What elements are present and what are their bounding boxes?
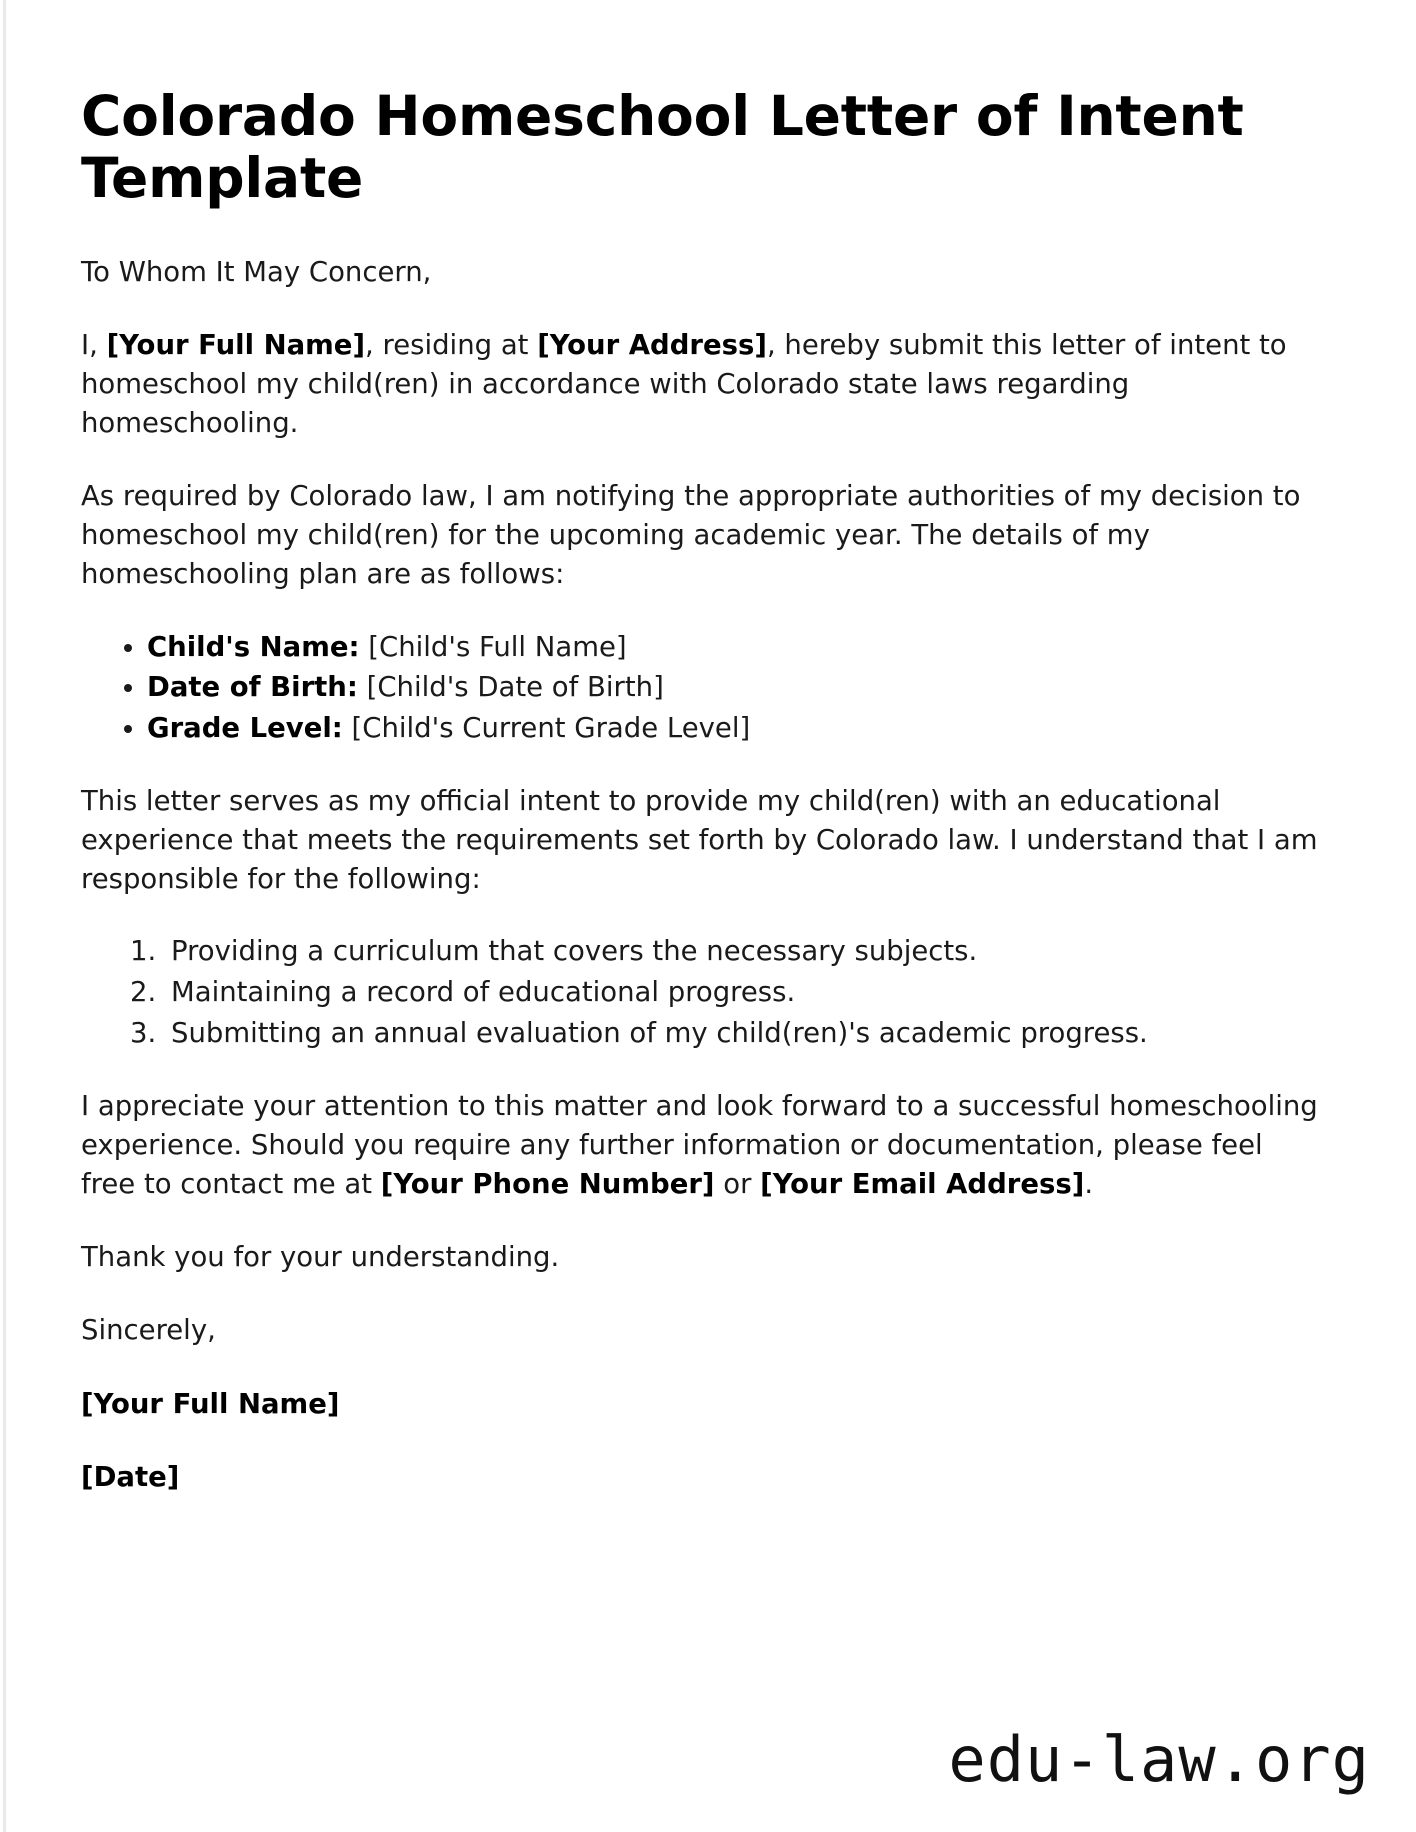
list-item: 3. Submitting an annual evaluation of my child(ren)'s academic progress. bbox=[165, 1015, 1321, 1053]
closing-conjunction: or bbox=[714, 1168, 761, 1201]
sign-off: Sincerely, bbox=[81, 1314, 216, 1347]
detail-value: [Child's Current Grade Level] bbox=[351, 712, 751, 745]
thanks-paragraph: Thank you for your understanding. bbox=[81, 1241, 560, 1274]
detail-label: Child's Name: bbox=[147, 630, 360, 663]
closing-paragraph bbox=[81, 1087, 1321, 1204]
list-item bbox=[147, 710, 1321, 748]
detail-label: Grade Level: bbox=[147, 712, 343, 745]
responsibilities-list bbox=[81, 933, 1321, 1053]
your-phone-number-placeholder: [Your Phone Number] bbox=[380, 1168, 715, 1201]
closing-suffix: . bbox=[1084, 1168, 1094, 1201]
page-title: Colorado Homeschool Letter of Intent Template bbox=[81, 84, 1244, 210]
your-full-name-placeholder: [Your Full Name] bbox=[106, 329, 366, 362]
detail-value: [Child's Date of Birth] bbox=[366, 671, 664, 704]
notification-paragraph: As required by Colorado law, I am notifying the appropriate authorities of my decision to homeschool my child(ren) for the upcoming academic year. The details of my homeschooling plan are as follows: bbox=[81, 480, 1301, 591]
intro-prefix: I, bbox=[81, 329, 107, 362]
official-intent-paragraph: This letter serves as my official intent to provide my child(ren) with an educational experience that meets the requirements set forth by Colorado law. I understand that I am responsible for the following: bbox=[81, 785, 1318, 896]
signature-name-placeholder: [Your Full Name] bbox=[81, 1387, 340, 1420]
salutation: To Whom It May Concern, bbox=[81, 256, 432, 289]
intro-middle: , residing at bbox=[365, 329, 538, 362]
detail-value: [Child's Full Name] bbox=[368, 630, 627, 663]
your-address-placeholder: [Your Address] bbox=[537, 329, 767, 362]
your-email-address-placeholder: [Your Email Address] bbox=[760, 1168, 1085, 1201]
intro-suffix: , hereby submit this letter of intent to homeschool my child(ren) in accordance with Colorado state laws regarding homeschooling. bbox=[81, 329, 1287, 440]
closing-prefix: I appreciate your attention to this matter and look forward to a successful homeschooling experience. Should you require any further information or documentation, please feel free to contact me at bbox=[81, 1090, 1318, 1201]
list-item: 2. Maintaining a record of educational progress. bbox=[165, 974, 1321, 1012]
child-details-list bbox=[81, 629, 1321, 749]
detail-label: Date of Birth: bbox=[147, 671, 358, 704]
intro-paragraph bbox=[81, 326, 1321, 443]
page-left-edge bbox=[3, 0, 6, 1832]
list-item bbox=[147, 629, 1321, 667]
list-item bbox=[147, 669, 1321, 707]
document-content bbox=[81, 86, 1321, 1531]
signature-date-placeholder: [Date] bbox=[81, 1460, 180, 1493]
site-watermark: edu-law.org bbox=[948, 1723, 1370, 1796]
list-item: 1. Providing a curriculum that covers the necessary subjects. bbox=[165, 933, 1321, 971]
